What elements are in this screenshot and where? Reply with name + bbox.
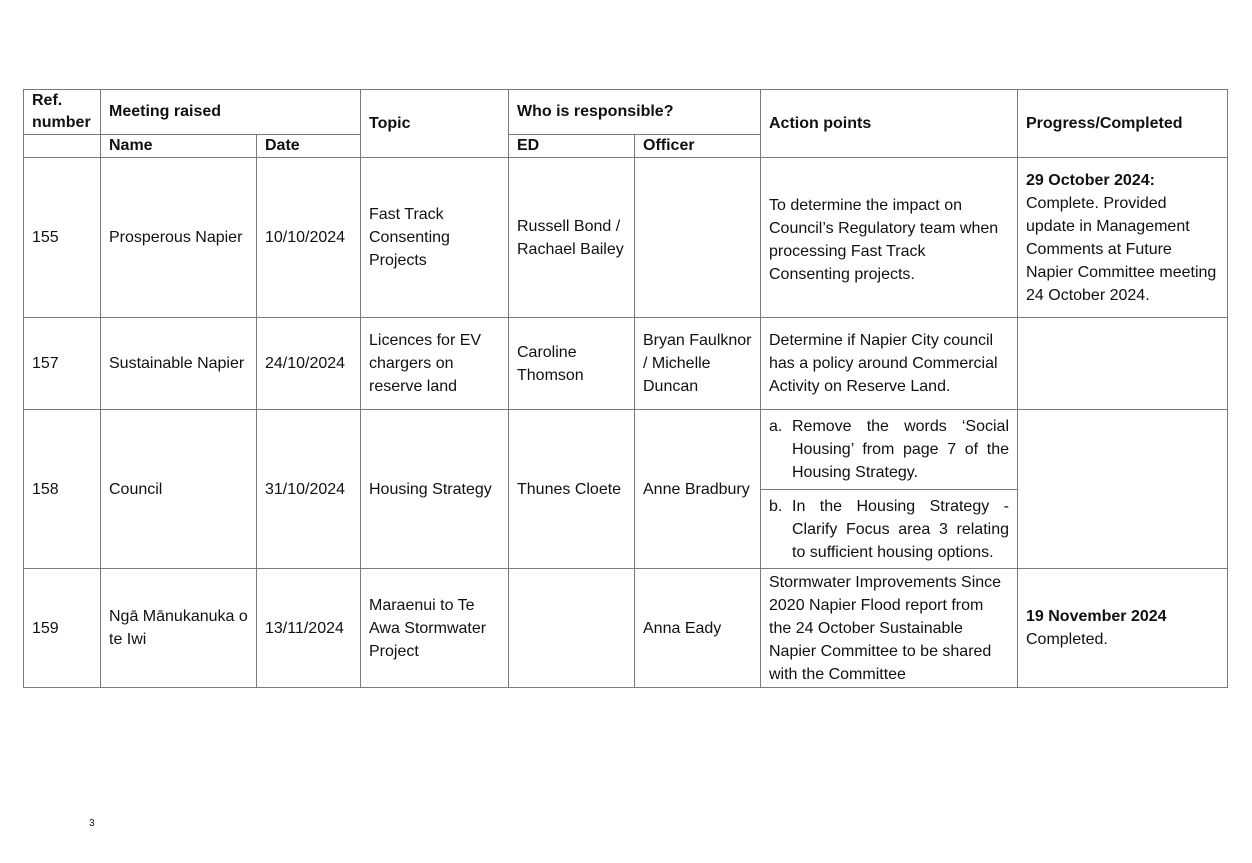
cell-ed: Caroline Thomson bbox=[509, 318, 635, 410]
cell-ed bbox=[509, 569, 635, 688]
action-item-text: Remove the words ‘Social Housing’ from page 7 of the Housing Strategy. bbox=[792, 418, 1009, 481]
cell-action: Stormwater Improvements Since 2020 Napier Flood report from the 24 October Sustainable Napier Committee to be shared with the Committee bbox=[761, 569, 1018, 688]
cell-ref: 157 bbox=[24, 318, 101, 410]
cell-date: 13/11/2024 bbox=[257, 569, 361, 688]
cell-progress bbox=[1018, 158, 1228, 318]
header-officer: Officer bbox=[635, 135, 761, 158]
header-who-responsible: Who is responsible? bbox=[509, 90, 761, 135]
cell-ref: 158 bbox=[24, 410, 101, 569]
cell-action: To determine the impact on Council’s Regulatory team when processing Fast Track Consenting projects. bbox=[761, 158, 1018, 318]
header-action-points: Action points bbox=[761, 90, 1018, 158]
header-progress: Progress/Completed bbox=[1018, 90, 1228, 158]
action-item bbox=[769, 495, 1009, 564]
cell-topic: Housing Strategy bbox=[361, 410, 509, 569]
action-item bbox=[769, 415, 1009, 484]
header-meeting-raised: Meeting raised bbox=[101, 90, 361, 135]
table-row bbox=[24, 318, 1228, 410]
cell-action-item-b bbox=[761, 490, 1018, 569]
cell-ed: Thunes Cloete bbox=[509, 410, 635, 569]
progress-text: Completed. bbox=[1026, 631, 1108, 648]
cell-action: Determine if Napier City council has a policy around Commercial Activity on Reserve Land. bbox=[761, 318, 1018, 410]
header-date: Date bbox=[257, 135, 361, 158]
cell-name: Council bbox=[101, 410, 257, 569]
table-row bbox=[24, 569, 1228, 688]
cell-topic: Maraenui to Te Awa Stormwater Project bbox=[361, 569, 509, 688]
cell-topic: Fast Track Consenting Projects bbox=[361, 158, 509, 318]
action-points-table bbox=[23, 89, 1228, 688]
cell-topic: Licences for EV chargers on reserve land bbox=[361, 318, 509, 410]
cell-name: Sustainable Napier bbox=[101, 318, 257, 410]
cell-date: 24/10/2024 bbox=[257, 318, 361, 410]
table-row bbox=[24, 158, 1228, 318]
cell-officer: Anne Bradbury bbox=[635, 410, 761, 569]
cell-date: 31/10/2024 bbox=[257, 410, 361, 569]
header-ed: ED bbox=[509, 135, 635, 158]
header-ref-spacer bbox=[24, 135, 101, 158]
cell-date: 10/10/2024 bbox=[257, 158, 361, 318]
cell-officer: Bryan Faulknor / Michelle Duncan bbox=[635, 318, 761, 410]
header-topic: Topic bbox=[361, 90, 509, 158]
cell-progress bbox=[1018, 410, 1228, 569]
action-item-text: In the Housing Strategy - Clarify Focus area 3 relating to sufficient housing options. bbox=[792, 497, 1009, 561]
cell-ref: 159 bbox=[24, 569, 101, 688]
cell-name: Ngā Mānukanuka o te Iwi bbox=[101, 569, 257, 688]
action-item-letter: a. bbox=[769, 418, 783, 435]
header-ref-number: Ref. number bbox=[24, 90, 101, 135]
header-name: Name bbox=[101, 135, 257, 158]
cell-name: Prosperous Napier bbox=[101, 158, 257, 318]
progress-date: 19 November 2024 bbox=[1026, 608, 1167, 625]
cell-officer: Anna Eady bbox=[635, 569, 761, 688]
cell-progress bbox=[1018, 318, 1228, 410]
cell-officer bbox=[635, 158, 761, 318]
table-row bbox=[24, 410, 1228, 490]
progress-text: Complete. Provided update in Management Comments at Future Napier Committee meeting 24 October 2024. bbox=[1026, 194, 1217, 304]
cell-action-item-a bbox=[761, 410, 1018, 490]
page-number: 3 bbox=[89, 818, 95, 829]
cell-ref: 155 bbox=[24, 158, 101, 318]
cell-progress bbox=[1018, 569, 1228, 688]
cell-ed: Russell Bond / Rachael Bailey bbox=[509, 158, 635, 318]
progress-date: 29 October 2024: bbox=[1026, 171, 1155, 189]
action-item-letter: b. bbox=[769, 497, 783, 515]
